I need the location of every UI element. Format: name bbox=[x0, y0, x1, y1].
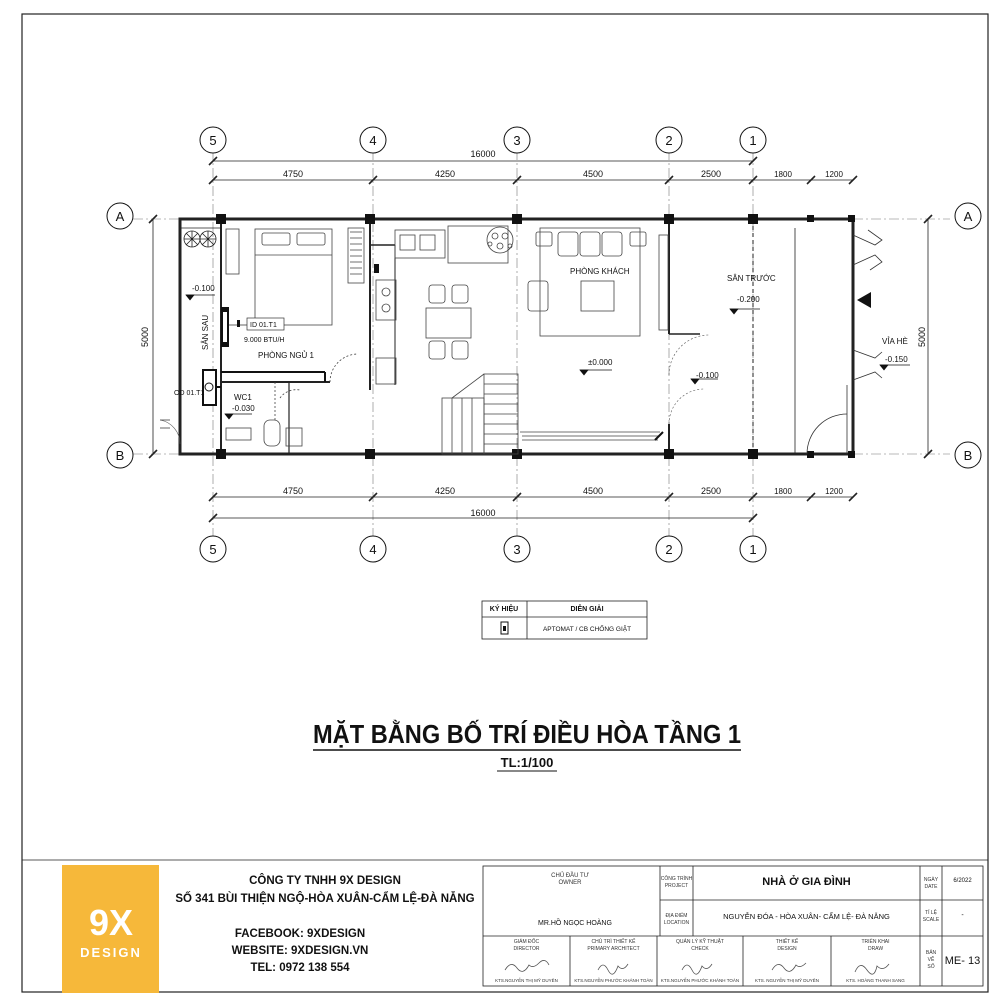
living-room-furniture bbox=[528, 228, 668, 336]
dim-top-6: 1200 bbox=[825, 170, 843, 179]
role-director-vi: GIÁM ĐỐC bbox=[513, 939, 540, 945]
scale-label-vi: TỈ LỆ bbox=[925, 910, 937, 916]
kitchen-furniture bbox=[376, 226, 513, 384]
legend-header-desc: DIỄN GIẢI bbox=[570, 606, 604, 613]
ac-outdoor-unit bbox=[160, 370, 221, 444]
date-value: 6/2022 bbox=[953, 878, 972, 884]
signatures bbox=[505, 960, 889, 974]
dim-total-bottom: 16000 bbox=[470, 508, 496, 518]
dim-bottom-2: 4250 bbox=[434, 486, 456, 496]
grid-label-col-5-top: 5 bbox=[209, 133, 217, 148]
sheet-label-so: SỐ bbox=[927, 964, 935, 970]
dim-bottom-3: 4500 bbox=[582, 486, 604, 496]
dim-top-1: 4750 bbox=[282, 169, 304, 179]
role-design-vi: THIẾT KẾ bbox=[775, 939, 799, 945]
date-label-en: DATE bbox=[924, 884, 938, 890]
level-via-he: -0.150 bbox=[885, 355, 908, 364]
owner-label-vi: CHỦ ĐẦU TƯ bbox=[551, 873, 589, 879]
company-website: WEBSITE: 9XDESIGN.VN bbox=[231, 945, 369, 957]
role-primary-architect-vi: CHỦ TRÌ THIẾT KẾ bbox=[591, 939, 636, 945]
staircase bbox=[442, 374, 663, 454]
role-primary-architect-person: KTS.NGUYỄN PHƯỚC KHÁNH TOÀN bbox=[574, 978, 653, 983]
unit-outdoor-id: OD 01.T1 bbox=[174, 390, 205, 397]
logo-9x: 9X bbox=[88, 902, 134, 943]
cb-symbol bbox=[237, 264, 379, 327]
date-label-vi: NGÀY bbox=[923, 877, 939, 883]
room-label-via-he: VỈA HÈ bbox=[882, 337, 908, 346]
logo-design: DESIGN bbox=[80, 945, 142, 960]
dim-bottom-6: 1200 bbox=[825, 487, 843, 496]
location-label-vi: ĐỊA ĐIỂM bbox=[665, 913, 688, 919]
dim-top-5: 1800 bbox=[774, 170, 792, 179]
project-label-vi: CÔNG TRÌNH bbox=[660, 876, 693, 882]
scale-label-en: SCALE bbox=[922, 917, 940, 923]
grid-label-row-b-left: B bbox=[115, 448, 125, 463]
room-label-wc: WC1 bbox=[234, 393, 252, 402]
grid-label-col-2-top: 2 bbox=[665, 133, 673, 148]
room-label-phong-khach: PHÒNG KHÁCH bbox=[570, 267, 630, 276]
grid-label-row-b-right: B bbox=[963, 448, 973, 463]
company-facebook: FACEBOOK: 9XDESIGN bbox=[234, 928, 366, 940]
level-san-sau: -0.100 bbox=[192, 284, 215, 293]
location-name: NGUYỄN ĐÓA - HÒA XUÂN- CẨM LỆ- ĐÀ NẴNG bbox=[723, 912, 890, 921]
entrance-arrow-icon bbox=[857, 292, 871, 308]
grid-label-col-1-bottom: 1 bbox=[749, 542, 757, 557]
grid-label-col-3-bottom: 3 bbox=[513, 542, 521, 557]
role-director-en: DIRECTOR bbox=[513, 946, 540, 952]
grid-label-row-a-left: A bbox=[115, 209, 125, 224]
level-san-truoc: -0.200 bbox=[737, 295, 760, 304]
location-label-en: LOCATION bbox=[663, 920, 690, 926]
legend-header-symbol: KÝ HIỆU bbox=[489, 606, 519, 613]
level-wc: -0.030 bbox=[232, 404, 255, 413]
drawing-title: MẶT BẰNG BỐ TRÍ ĐIỀU HÒA TẦNG 1 bbox=[313, 719, 741, 749]
role-design-en: DESIGN bbox=[777, 946, 797, 952]
company-name: CÔNG TY TNHH 9X DESIGN bbox=[249, 875, 401, 887]
front-gate bbox=[807, 230, 882, 454]
level-main: ±0.000 bbox=[588, 358, 613, 367]
room-label-phong-ngu: PHÒNG NGỦ 1 bbox=[258, 351, 315, 360]
dim-left: 5000 bbox=[140, 326, 150, 348]
dim-right: 5000 bbox=[917, 326, 927, 348]
unit-indoor-capacity: 9.000 BTU/H bbox=[244, 337, 285, 344]
grid-lines bbox=[133, 150, 950, 545]
grid-label-col-2-bottom: 2 bbox=[665, 542, 673, 557]
dim-bottom-4: 2500 bbox=[700, 486, 722, 496]
role-draw-person: KTS. HOÀNG THANH SANG bbox=[846, 978, 905, 983]
role-draw-en: DRAW bbox=[867, 946, 884, 952]
company-address: SỐ 341 BÙI THIỆN NGỘ-HÒA XUÂN-CẨM LỆ-ĐÀ NẴNG bbox=[175, 893, 475, 905]
project-name: NHÀ Ở GIA ĐÌNH bbox=[762, 876, 851, 888]
room-label-san-truoc: SÂN TRƯỚC bbox=[727, 274, 776, 283]
role-primary-architect-en: PRIMARY ARCHITECT bbox=[587, 946, 640, 952]
owner-label-en: OWNER bbox=[558, 880, 582, 886]
cb-legend-icon bbox=[501, 622, 508, 634]
dim-total-top: 16000 bbox=[470, 149, 496, 159]
project-label-en: PROJECT bbox=[664, 883, 689, 889]
grid-label-col-5-bottom: 5 bbox=[209, 542, 217, 557]
dim-top-3: 4500 bbox=[582, 169, 604, 179]
role-check-en: CHECK bbox=[691, 946, 709, 952]
unit-indoor-id: ID 01.T1 bbox=[250, 322, 277, 329]
dim-top-2: 4250 bbox=[434, 169, 456, 179]
grid-label-col-4-top: 4 bbox=[369, 133, 377, 148]
dim-bottom-5: 1800 bbox=[774, 487, 792, 496]
plant-icons bbox=[184, 231, 216, 247]
dim-bottom-1: 4750 bbox=[282, 486, 304, 496]
role-draw-vi: TRIỂN KHAI bbox=[861, 939, 890, 945]
grid-label-row-a-right: A bbox=[963, 209, 973, 224]
role-director-person: KTS.NGUYỄN THỊ MỸ DUYÊN bbox=[495, 978, 558, 983]
role-check-vi: QUẢN LÝ KỸ THUẬT bbox=[676, 939, 724, 945]
structural-columns bbox=[216, 214, 855, 459]
room-label-san-sau: SÂN SAU bbox=[201, 314, 210, 350]
company-phone: TEL: 0972 138 554 bbox=[250, 962, 350, 974]
dim-top-4: 2500 bbox=[700, 169, 722, 179]
grid-label-col-3-top: 3 bbox=[513, 133, 521, 148]
sheet-number: ME- 13 bbox=[944, 955, 981, 967]
grid-label-col-4-bottom: 4 bbox=[369, 542, 377, 557]
level-stair: -0.100 bbox=[696, 371, 719, 380]
drawing-scale: TL:1/100 bbox=[500, 755, 554, 770]
sheet-label-ban: BẢN bbox=[925, 950, 937, 956]
grid-label-col-1-top: 1 bbox=[749, 133, 757, 148]
ac-indoor-unit bbox=[221, 307, 325, 382]
role-design-person: KTS. NGUYỄN THỊ MỸ DUYÊN bbox=[755, 978, 819, 983]
owner-name: MR.HỒ NGỌC HOÀNG bbox=[538, 920, 612, 927]
scale-value: - bbox=[961, 912, 964, 919]
legend-row-desc: APTOMAT / CB CHỐNG GIẬT bbox=[542, 626, 632, 633]
sheet-label-ve: VẼ bbox=[927, 957, 935, 963]
role-check-person: KTS.NGUYỄN PHƯỚC KHÁNH TOÀN bbox=[660, 978, 740, 983]
